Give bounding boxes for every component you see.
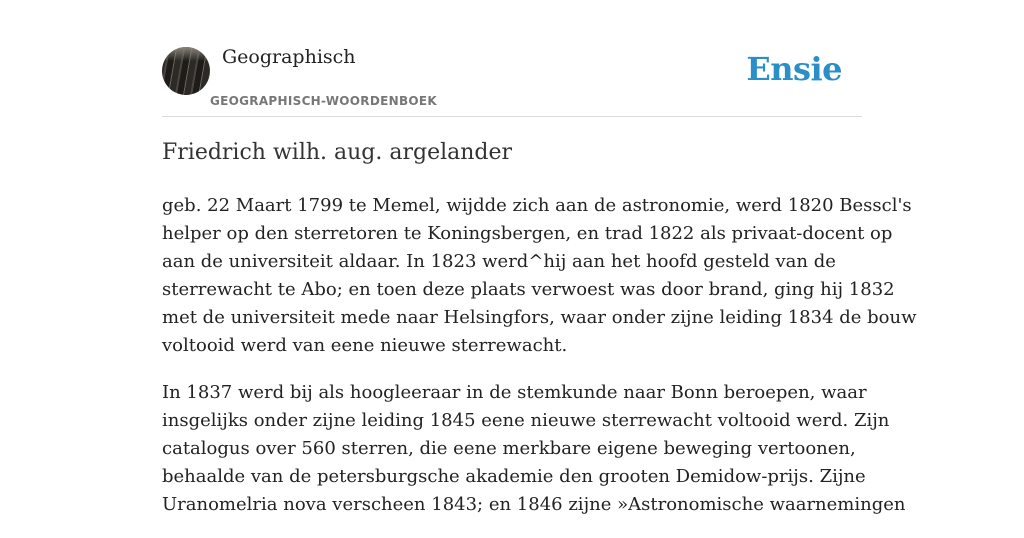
article-body [162, 192, 917, 538]
source-avatar[interactable] [162, 47, 210, 95]
text-line: aan de universiteit aldaar. In 1823 werd^hij aan het hoofd gesteld van de [162, 251, 836, 272]
source-subtitle[interactable]: GEOGRAPHISCH-WOORDENBOEK [210, 94, 437, 108]
text-line: met de universiteit mede naar Helsingfors, waar onder zijne leiding 1834 de bouw [162, 307, 917, 328]
text-line: In 1837 werd bij als hoogleeraar in de stemkunde naar Bonn beroepen, waar [162, 382, 867, 403]
article-paragraph [162, 192, 917, 360]
text-line: Uranomelria nova verscheen 1843; en 1846 zijne »Astronomische waarnemingen [162, 494, 906, 515]
article-paragraph [162, 379, 906, 519]
source-header [162, 40, 862, 117]
article-title: Friedrich wilh. aug. argelander [162, 140, 513, 165]
text-line: helper op den sterretoren te Koningsbergen, en trad 1822 als privaat-docent op [162, 223, 893, 244]
text-line: sterrewacht te Abo; en toen deze plaats verwoest was door brand, ging hij 1832 [162, 279, 895, 300]
text-line: voltooid werd van eene nieuwe sterrewacht. [162, 335, 568, 356]
source-name[interactable]: Geographisch [222, 46, 356, 68]
brand-logo[interactable]: Ensie [746, 50, 842, 88]
text-line: geb. 22 Maart 1799 te Memel, wijdde zich aan de astronomie, werd 1820 Besscl's [162, 195, 912, 216]
text-line: behaalde van de petersburgsche akademie den grooten Demidow-prijs. Zijne [162, 466, 866, 487]
text-line: insgelijks onder zijne leiding 1845 eene nieuwe sterrewacht voltooid werd. Zijn [162, 410, 890, 431]
text-line: catalogus over 560 sterren, die eene merkbare eigene beweging vertoonen, [162, 438, 856, 459]
